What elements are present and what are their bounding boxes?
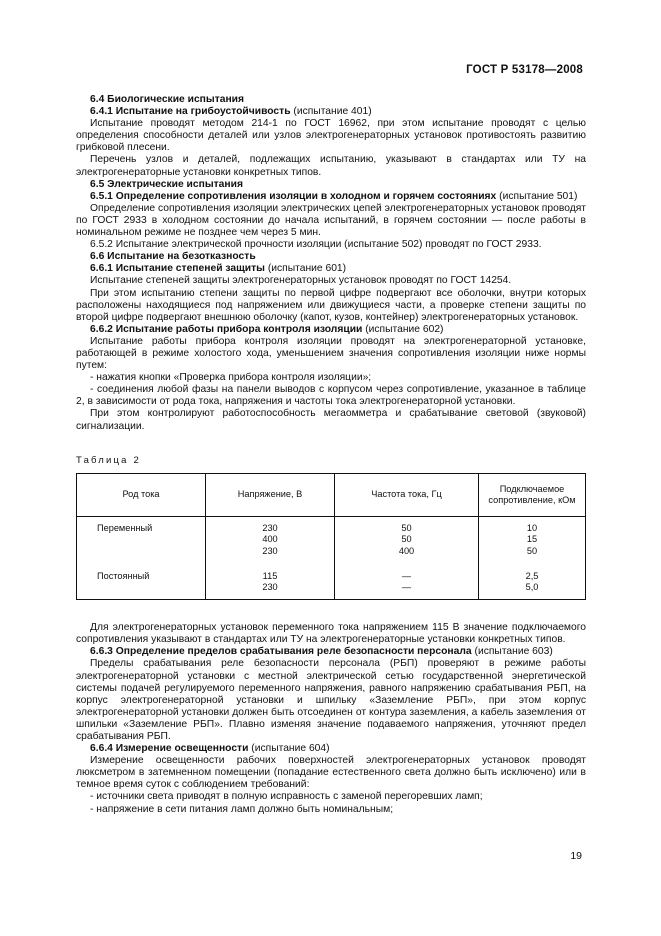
section-6-5-heading: 6.5 Электрические испытания xyxy=(90,178,243,190)
section-6-6-1-heading xyxy=(76,263,586,275)
section-6-6-2-heading xyxy=(76,324,586,336)
table-note-para: Для электрогенераторных установок переменного тока напряжением 115 В значение подключаемого сопротивления указывают в стандартах или ТУ на электрогенераторные установки конкретных типов. xyxy=(76,622,586,646)
table-cell-frequency: 50 50 400 xyxy=(335,517,479,563)
section-6-6-1-para-1: Испытание степеней защиты электрогенераторных установок проводят по ГОСТ 14254. xyxy=(90,275,512,287)
table-cell-voltage: 115 230 xyxy=(206,563,335,600)
section-6-6-3-para-1: Пределы срабатывания реле безопасности персонала (РБП) проверяют в режиме работы электрогенераторной установки с местной электрической сетью государственной энергетической системы подачей регулируемого переменного напряжения, равного напряжению срабатывания РБП, на корпус электрогенераторной установки и шпильку «Заземление РБП», при этом корпус электрогенераторной установки должен быть отсоединен от контура заземления, а кабель заземления от шпильки «Заземление РБП». Плавно изменяя значение подаваемого напряжения, уточняют предел срабатывания РБП. xyxy=(76,658,586,742)
section-6-5-1-title: 6.5.1 Определение сопротивления изоляции в холодном и горячем состояниях xyxy=(90,190,497,202)
section-6-4-1-para-2: Перечень узлов и деталей, подлежащих испытанию, указывают в стандартах или ТУ на электрогенераторные установки конкретных типов. xyxy=(76,154,586,178)
section-6-6-1-test: (испытание 601) xyxy=(264,263,347,275)
section-6-6-4-list-item-2: - напряжение в сети питания ламп должно быть номинальным; xyxy=(90,803,394,815)
data-table xyxy=(76,473,586,600)
section-6-4-1-title: 6.4.1 Испытание на грибоустойчивость xyxy=(90,106,291,118)
section-6-6-1-title: 6.6.1 Испытание степеней защиты xyxy=(90,263,265,275)
section-6-4-1-heading xyxy=(76,106,586,118)
table-header-cell: Напряжение, В xyxy=(206,473,335,516)
section-6-6-2-list-item-2: - соединения любой фазы на панели выводов с корпусом через сопротивление, указанное в таблице 2, в зависимости от рода тока, напряжения и частоты тока электрогенераторной установки. xyxy=(76,384,586,408)
section-6-6-2-test: (испытание 602) xyxy=(362,323,444,335)
table-caption: Таблица 2 xyxy=(76,454,141,466)
table-cell-resistance: 10 15 50 xyxy=(479,517,586,563)
table-cell-kind: Постоянный xyxy=(77,563,206,600)
section-6-5-2-text: 6.5.2 Испытание электрической прочности изоляции (испытание 502) проводят по ГОСТ 2933. xyxy=(90,239,542,251)
document-body xyxy=(76,94,586,816)
table-header-cell: Род тока xyxy=(77,473,206,516)
table-cell-resistance: 2,5 5,0 xyxy=(479,563,586,600)
section-6-6-heading: 6.6 Испытание на безотказность xyxy=(90,251,256,263)
section-6-6-4-test: (испытание 604) xyxy=(248,743,330,755)
section-6-6-4-heading xyxy=(76,743,586,755)
table-cell-voltage: 230 400 230 xyxy=(206,517,335,563)
section-6-6-4-list-item-1: - источники света приводят в полную исправность с заменой перегоревших ламп; xyxy=(90,791,483,803)
section-6-6-2-para-2: При этом контролируют работоспособность мегаомметра и срабатывание световой (звуковой) сигнализации. xyxy=(76,408,586,432)
section-6-5-1-heading xyxy=(76,191,586,203)
section-6-6-3-test: (испытание 603) xyxy=(471,646,553,658)
table-header-row xyxy=(77,473,586,516)
page-number: 19 xyxy=(570,850,582,862)
section-6-5-1-test: (испытание 501) xyxy=(496,190,578,202)
section-6-6-3-title: 6.6.3 Определение пределов срабатывания реле безопасности персонала xyxy=(90,646,472,658)
section-6-4-1-test: (испытание 401) xyxy=(290,106,372,118)
table-row xyxy=(77,517,586,563)
section-6-4-heading: 6.4 Биологические испытания xyxy=(90,94,245,105)
section-6-5-1-para-1: Определение сопротивления изоляции электрических цепей электрогенераторных установок проводят по ГОСТ 2933 в холодном состоянии до начала испытаний, в горячем состоянии — после работы в номинальном режиме не позднее чем через 5 мин. xyxy=(76,202,586,239)
table-header-cell: Подключаемое сопротивление, кОм xyxy=(479,473,586,516)
section-6-6-2-title: 6.6.2 Испытание работы прибора контроля изоляции xyxy=(90,323,363,335)
table-cell-kind: Переменный xyxy=(77,517,206,563)
section-6-6-1-para-2: При этом испытанию степени защиты по первой цифре подвергают все оболочки, внутри которых расположены находящиеся под напряжением или движущиеся части, а проверке степени защиты по второй цифре подвергают внешнюю оболочку (капот, кузов, контейнер) электрогенераторных установок. xyxy=(76,287,586,323)
section-6-4-1-para-1: Испытание проводят методом 214-1 по ГОСТ 16962, при этом испытание проводят с целью определения способности деталей или узлов электрогенераторных установок противостоять развитию грибковой плесени. xyxy=(76,118,586,154)
table-header-cell: Частота тока, Гц xyxy=(335,473,479,516)
table-cell-frequency: — — xyxy=(335,563,479,600)
section-6-6-4-para-1: Измерение освещенности рабочих поверхностей электрогенераторных установок проводят люксметром в затемненном помещении (попадание естественного света должно быть исключено) или в темное время суток с соблюдением требований: xyxy=(76,755,586,791)
section-6-6-3-heading xyxy=(76,646,586,658)
table-row xyxy=(77,563,586,600)
section-6-6-4-title: 6.6.4 Измерение освещенности xyxy=(90,743,249,755)
section-6-6-2-list-item-1: - нажатия кнопки «Проверка прибора контроля изоляции»; xyxy=(90,372,372,384)
document-header: ГОСТ Р 53178—2008 xyxy=(466,64,583,76)
section-6-6-2-para-1: Испытание работы прибора контроля изоляции проводят на электрогенераторной установке, работающей в режиме холостого хода, уменьшением значения сопротивления изоляции ниже нормы путем: xyxy=(76,335,586,372)
